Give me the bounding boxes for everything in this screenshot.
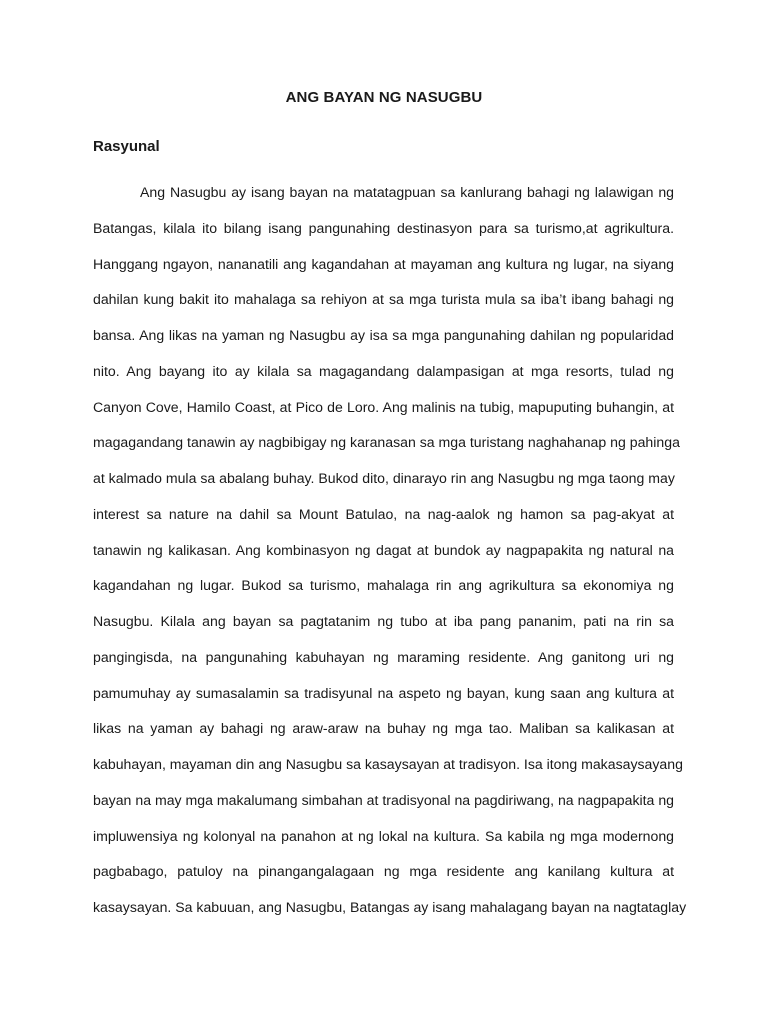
- paragraph-line: kagandahan ng lugar. Bukod sa turismo, mahalaga rin ang agrikultura sa ekonomiya ng: [93, 577, 674, 594]
- paragraph-line: Hanggang ngayon, nananatili ang kagandahan at mayaman ang kultura ng lugar, na siyang: [93, 255, 674, 272]
- paragraph-line: pangingisda, na pangunahing kabuhayan ng maraming residente. Ang ganitong uri ng: [93, 648, 674, 665]
- paragraph-line: kabuhayan, mayaman din ang Nasugbu sa kasaysayan at tradisyon. Isa itong makasaysayang: [93, 756, 683, 772]
- paragraph-line: impluwensiya ng kolonyal na panahon at ng lokal na kultura. Sa kabila ng mga modernong: [93, 827, 674, 844]
- document-title: ANG BAYAN NG NASUGBU: [285, 89, 483, 106]
- paragraph-line: tanawin ng kalikasan. Ang kombinasyon ng dagat at bundok ay nagpapakita ng natural na: [93, 541, 674, 558]
- paragraph-line: likas na yaman ay bahagi ng araw-araw na buhay ng mga tao. Maliban sa kalikasan at: [93, 720, 674, 737]
- paragraph-line: Batangas, kilala ito bilang isang pangunahing destinasyon para sa turismo,at agrikultura.: [93, 219, 674, 236]
- paragraph-line: Canyon Cove, Hamilo Coast, at Pico de Loro. Ang malinis na tubig, mapuputing buhangin, at: [93, 398, 674, 415]
- paragraph-line: magagandang tanawin ay nagbibigay ng karanasan sa mga turistang naghahanap ng pahinga: [93, 434, 680, 451]
- paragraph-line: pamumuhay ay sumasalamin sa tradisyunal na aspeto ng bayan, kung saan ang kultura at: [93, 684, 674, 701]
- paragraph-line: dahilan kung bakit ito mahalaga sa rehiyon at sa mga turista mula sa iba’t ibang bahagi ng: [93, 291, 674, 308]
- paragraph-line: nito. Ang bayang ito ay kilala sa magagandang dalampasigan at mga resorts, tulad ng: [93, 362, 674, 379]
- paragraph-line: bansa. Ang likas na yaman ng Nasugbu ay isa sa mga pangunahing dahilan ng popularidad: [93, 327, 674, 343]
- paragraph-line: Ang Nasugbu ay isang bayan na matatagpuan sa kanlurang bahagi ng lalawigan ng: [140, 184, 674, 200]
- paragraph-line: pagbabago, patuloy na pinangangalagaan ng mga residente ang kanilang kultura at: [93, 863, 674, 880]
- paragraph-line: Nasugbu. Kilala ang bayan sa pagtatanim ng tubo at iba pang pananim, pati na rin sa: [93, 613, 674, 629]
- paragraph-line: at kalmado mula sa abalang buhay. Bukod dito, dinarayo rin ang Nasugbu ng mga taong may: [93, 470, 675, 486]
- body-paragraph: [93, 178, 687, 929]
- paragraph-line: bayan na may mga makalumang simbahan at tradisyonal na pagdiriwang, na nagpapakita ng: [93, 791, 674, 808]
- paragraph-line: interest sa nature na dahil sa Mount Batulao, na nag-aalok ng hamon sa pag-akyat at: [93, 505, 674, 522]
- section-heading: Rasyunal: [93, 138, 160, 155]
- paragraph-line: kasaysayan. Sa kabuuan, ang Nasugbu, Batangas ay isang mahalagang bayan na nagtataglay: [93, 899, 687, 915]
